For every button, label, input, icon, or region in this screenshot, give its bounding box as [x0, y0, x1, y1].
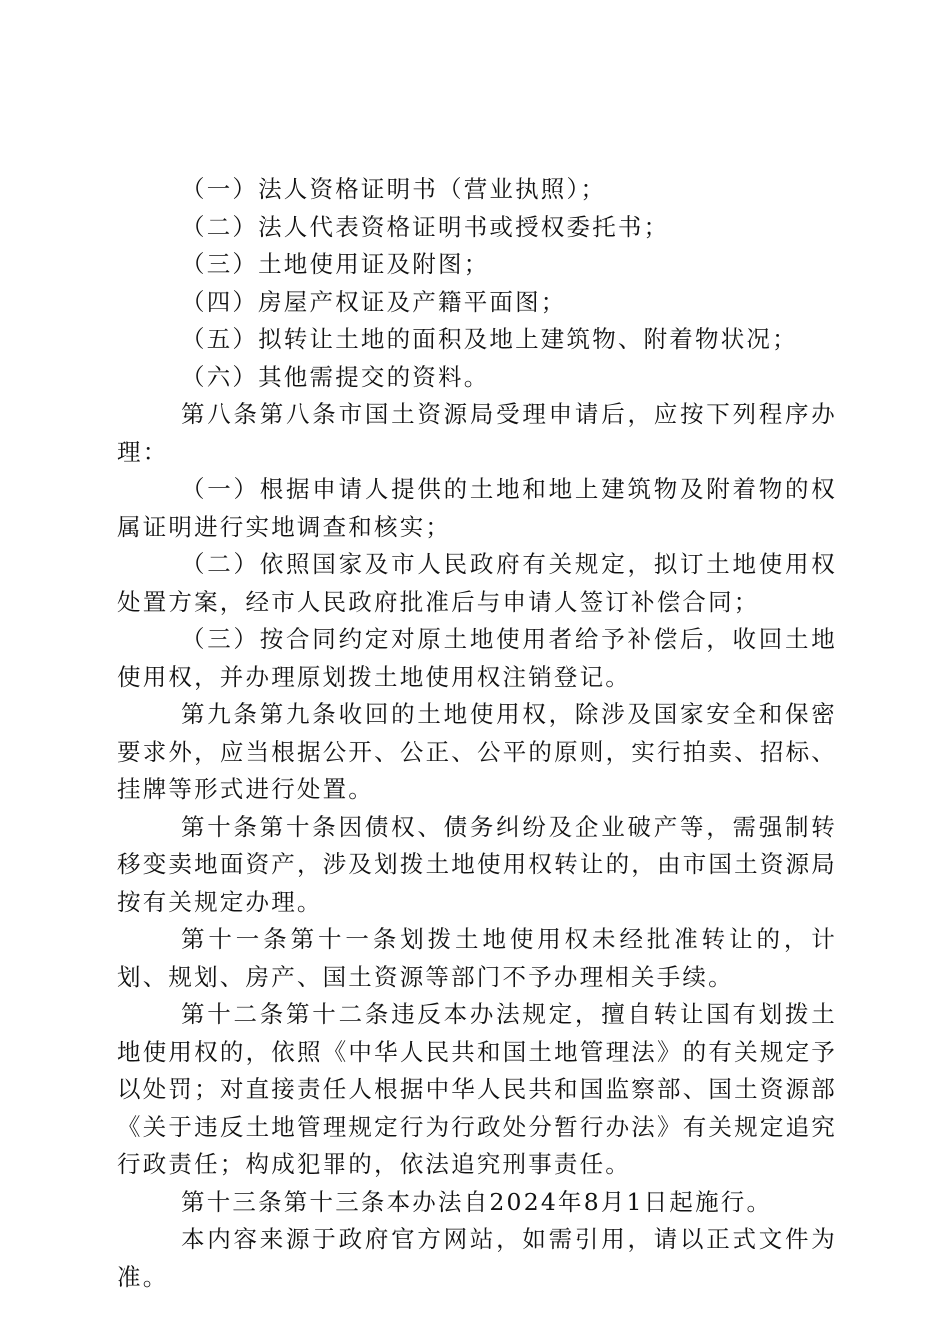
list-item: （一）法人资格证明书（营业执照）； [181, 175, 607, 203]
list-item: （二）法人代表资格证明书或授权委托书； [181, 212, 670, 241]
list-item: （三）按合同约定对原土地使用者给予补偿后，收回土地使用权，并办理原划拨土地使用权注销登记。 [117, 625, 837, 691]
article-paragraph: 第十二条第十二条违反本办法规定，擅自转让国有划拨土地使用权的，依照《中华人民共和国土地管理法》的有关规定予以处罚；对直接责任人根据中华人民共和国监察部、国土资源部《关于违反土地管理规定行为行政处分暂行办法》有关规定追究行政责任；构成犯罪的，依法追究刑事责任。 [117, 1000, 837, 1178]
article-paragraph: 第十条第十条因债权、债务纠纷及企业破产等，需强制转移变卖地面资产，涉及划拨土地使用权转让的，由市国土资源局按有关规定办理。 [117, 812, 837, 916]
list-item: （六）其他需提交的资料。 [181, 362, 490, 391]
list-item: （二）依照国家及市人民政府有关规定，拟订土地使用权处置方案，经市人民政府批准后与申请人签订补偿合同； [117, 550, 837, 616]
document-body [117, 171, 837, 1296]
article-paragraph: 第十三条第十三条本办法自2024年8月1日起施行。 [181, 1187, 773, 1216]
list-item: （五）拟转让土地的面积及地上建筑物、附着物状况； [181, 325, 798, 353]
list-item: （三）土地使用证及附图； [181, 250, 490, 278]
list-item: （一）根据申请人提供的土地和地上建筑物及附着物的权属证明进行实地调查和核实； [117, 475, 837, 541]
article-paragraph: 第九条第九条收回的土地使用权，除涉及国家安全和保密要求外，应当根据公开、公正、公平的原则，实行拍卖、招标、挂牌等形式进行处置。 [117, 700, 837, 803]
article-paragraph: 第十一条第十一条划拨土地使用权未经批准转让的，计划、规划、房产、国土资源等部门不予办理相关手续。 [117, 925, 837, 991]
list-item: （四）房屋产权证及产籍平面图； [181, 287, 567, 316]
source-note: 本内容来源于政府官方网站，如需引用，请以正式文件为准。 [117, 1225, 837, 1291]
article-paragraph: 第八条第八条市国土资源局受理申请后，应按下列程序办理： [117, 400, 837, 466]
